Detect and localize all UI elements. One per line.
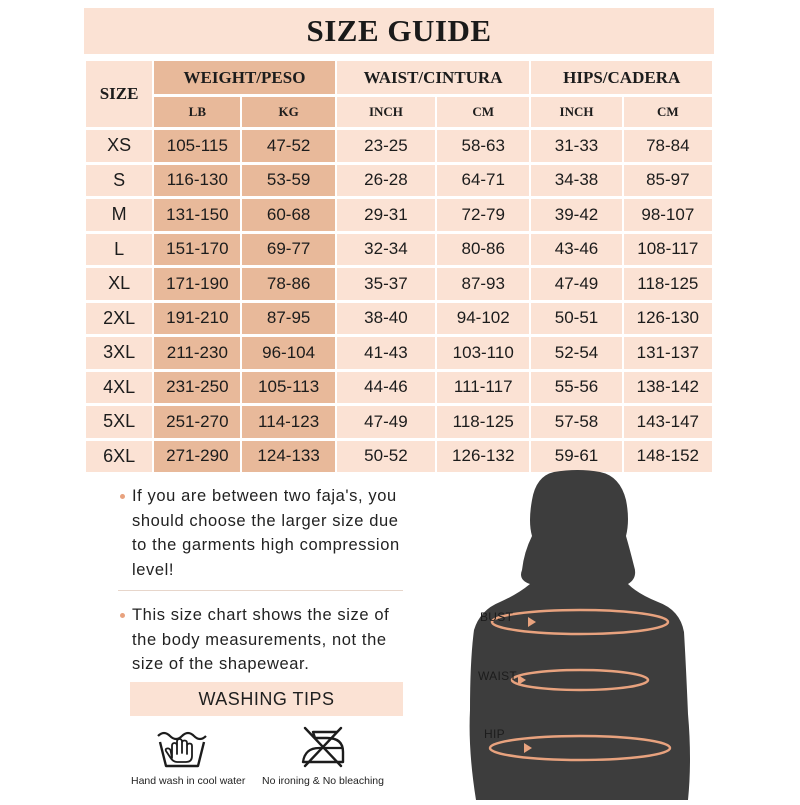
hips-inch-cell: 47-49: [531, 268, 621, 300]
note-text: This size chart shows the size of the body measurements, not the size of the shapewear.: [132, 606, 390, 673]
page-title: SIZE GUIDE: [306, 13, 492, 48]
hip-label: HIP: [484, 727, 505, 741]
hips-cm-cell: 98-107: [624, 199, 712, 231]
no-ironing-icon: [297, 722, 349, 770]
weight-column-header: WEIGHT/PESO: [154, 61, 335, 94]
hips-inch-cell: 55-56: [531, 372, 621, 404]
weight-kg-cell: 87-95: [242, 303, 334, 335]
hips-cm-cell: 85-97: [624, 165, 712, 197]
weight-kg-cell: 105-113: [242, 372, 334, 404]
hips-inch-cell: 57-58: [531, 406, 621, 438]
fit-notes: [118, 484, 418, 677]
size-column-header: SIZE: [86, 61, 152, 127]
waist-cm-cell: 111-117: [437, 372, 529, 404]
hips-inch-subheader: INCH: [531, 97, 621, 127]
table-header-row: [86, 61, 712, 94]
hips-inch-cell: 34-38: [531, 165, 621, 197]
table-row: [86, 199, 712, 231]
weight-kg-cell: 96-104: [242, 337, 334, 369]
kg-subheader: KG: [242, 97, 334, 127]
weight-lb-cell: 231-250: [154, 372, 240, 404]
title-banner: [84, 8, 714, 54]
hips-cm-cell: 143-147: [624, 406, 712, 438]
hips-cm-cell: 126-130: [624, 303, 712, 335]
waist-inch-cell: 29-31: [337, 199, 435, 231]
waist-inch-cell: 50-52: [337, 441, 435, 473]
table-row: [86, 165, 712, 197]
measure-lines: [440, 470, 720, 800]
weight-lb-cell: 131-150: [154, 199, 240, 231]
waist-cm-cell: 64-71: [437, 165, 529, 197]
table-row: [86, 441, 712, 473]
weight-lb-cell: 191-210: [154, 303, 240, 335]
waist-inch-cell: 23-25: [337, 130, 435, 162]
waist-cm-cell: 126-132: [437, 441, 529, 473]
weight-kg-cell: 60-68: [242, 199, 334, 231]
hips-cm-cell: 131-137: [624, 337, 712, 369]
hips-inch-cell: 59-61: [531, 441, 621, 473]
hand-wash-caption: Hand wash in cool water: [131, 775, 246, 787]
table-row: [86, 337, 712, 369]
waist-column-header: WAIST/CINTURA: [337, 61, 530, 94]
hips-cm-cell: 148-152: [624, 441, 712, 473]
table-subheader-row: [86, 97, 712, 127]
weight-kg-cell: 53-59: [242, 165, 334, 197]
table-row: [86, 268, 712, 300]
waist-inch-cell: 32-34: [337, 234, 435, 266]
waist-inch-cell: 35-37: [337, 268, 435, 300]
hips-inch-cell: 31-33: [531, 130, 621, 162]
weight-kg-cell: 69-77: [242, 234, 334, 266]
bullet-dot-icon: [120, 494, 125, 499]
table-row: [86, 303, 712, 335]
waist-inch-cell: 44-46: [337, 372, 435, 404]
waist-cm-cell: 87-93: [437, 268, 529, 300]
size-cell: 4XL: [86, 372, 152, 404]
waist-inch-cell: 47-49: [337, 406, 435, 438]
weight-lb-cell: 211-230: [154, 337, 240, 369]
hips-cm-cell: 78-84: [624, 130, 712, 162]
size-cell: 2XL: [86, 303, 152, 335]
table-row: [86, 406, 712, 438]
weight-kg-cell: 47-52: [242, 130, 334, 162]
waist-inch-cell: 41-43: [337, 337, 435, 369]
weight-lb-cell: 116-130: [154, 165, 240, 197]
waist-cm-cell: 94-102: [437, 303, 529, 335]
size-cell: 6XL: [86, 441, 152, 473]
table-row: [86, 372, 712, 404]
weight-kg-cell: 78-86: [242, 268, 334, 300]
bust-label: BUST: [480, 610, 514, 624]
waist-inch-cell: 38-40: [337, 303, 435, 335]
size-table: [84, 58, 714, 475]
size-cell: XS: [86, 130, 152, 162]
hips-cm-cell: 108-117: [624, 234, 712, 266]
size-cell: L: [86, 234, 152, 266]
weight-lb-cell: 151-170: [154, 234, 240, 266]
weight-lb-cell: 105-115: [154, 130, 240, 162]
hips-cm-subheader: CM: [624, 97, 712, 127]
size-cell: XL: [86, 268, 152, 300]
weight-kg-cell: 124-133: [242, 441, 334, 473]
body-silhouette-figure: [440, 470, 720, 800]
hips-inch-cell: 50-51: [531, 303, 621, 335]
hips-cm-cell: 118-125: [624, 268, 712, 300]
size-cell: 3XL: [86, 337, 152, 369]
notes-divider: [118, 590, 403, 591]
note-text: If you are between two faja's, you should choose the larger size due to the garments high compression level!: [132, 487, 400, 579]
washing-tips-banner: [130, 682, 403, 716]
waist-cm-cell: 58-63: [437, 130, 529, 162]
hips-inch-cell: 39-42: [531, 199, 621, 231]
hips-inch-cell: 52-54: [531, 337, 621, 369]
waist-cm-cell: 72-79: [437, 199, 529, 231]
bullet-dot-icon: [120, 613, 125, 618]
weight-lb-cell: 251-270: [154, 406, 240, 438]
waist-label: WAIST: [478, 669, 518, 683]
hips-column-header: HIPS/CADERA: [531, 61, 712, 94]
size-cell: 5XL: [86, 406, 152, 438]
hand-wash-icon: [156, 724, 208, 770]
lb-subheader: LB: [154, 97, 240, 127]
hips-cm-cell: 138-142: [624, 372, 712, 404]
washing-tips-title: WASHING TIPS: [198, 688, 335, 709]
size-cell: M: [86, 199, 152, 231]
weight-kg-cell: 114-123: [242, 406, 334, 438]
note-item: [118, 603, 418, 677]
no-ironing-caption: No ironing & No bleaching: [262, 775, 384, 787]
waist-inch-cell: 26-28: [337, 165, 435, 197]
size-cell: S: [86, 165, 152, 197]
table-row: [86, 234, 712, 266]
hips-inch-cell: 43-46: [531, 234, 621, 266]
note-item: [118, 484, 418, 582]
waist-cm-cell: 80-86: [437, 234, 529, 266]
table-row: [86, 130, 712, 162]
waist-cm-subheader: CM: [437, 97, 529, 127]
weight-lb-cell: 171-190: [154, 268, 240, 300]
waist-cm-cell: 118-125: [437, 406, 529, 438]
waist-inch-subheader: INCH: [337, 97, 435, 127]
weight-lb-cell: 271-290: [154, 441, 240, 473]
waist-cm-cell: 103-110: [437, 337, 529, 369]
